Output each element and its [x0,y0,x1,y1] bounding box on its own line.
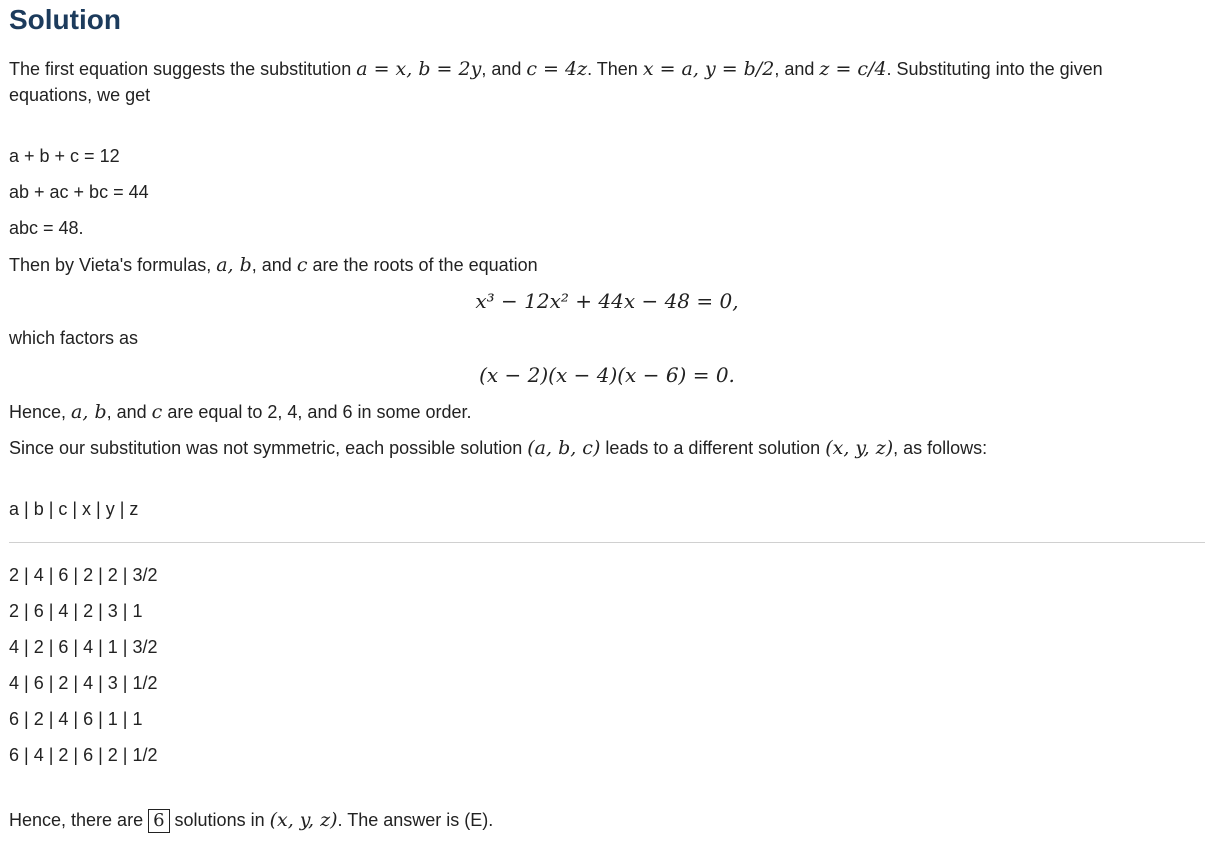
conclusion-line [9,809,493,833]
table-row: 4 | 6 | 2 | 4 | 3 | 1/2 [9,673,158,693]
hence-text-1: Hence, [9,402,72,422]
hence-math-2: c [151,401,163,423]
since-math-1: (a, b, c) [527,437,601,459]
since-text-3: , as follows: [893,438,988,458]
vieta-line [9,254,538,276]
equation-pairwise: ab + ac + bc = 44 [9,182,149,202]
conclusion-text-3: . The answer is (E). [337,810,494,830]
table-divider [9,542,1205,543]
intro-math-2: c = 4z [526,58,588,80]
since-text-2: leads to a different solution [600,438,826,458]
intro-text-5: . Substituting into the given [886,59,1103,79]
vieta-text-2: , and [251,255,297,275]
conclusion-text-2: solutions in [169,810,270,830]
intro-text-2: , and [481,59,527,79]
hence-text-3: are equal to 2, 4, and 6 in some order. [162,402,472,422]
factors-label: which factors as [9,328,139,348]
since-math-2: (x, y, z) [825,437,894,459]
equation-sum: a + b + c = 12 [9,146,120,166]
vieta-math-2: c [296,254,308,276]
table-row: 6 | 2 | 4 | 6 | 1 | 1 [9,709,143,729]
since-line [9,437,987,459]
since-text-1: Since our substitution was not symmetric, each possible solution [9,438,528,458]
intro-text-4: , and [774,59,820,79]
table-row: 2 | 6 | 4 | 2 | 3 | 1 [9,601,143,621]
conclusion-math-1: (x, y, z) [269,809,338,831]
conclusion-text-1: Hence, there are [9,810,149,830]
boxed-answer: 6 [148,809,169,833]
intro-math-1: a = x, b = 2y [356,58,482,80]
vieta-text-1: Then by Vieta's formulas, [9,255,217,275]
intro-text-3: . Then [587,59,643,79]
equation-product: abc = 48. [9,218,84,238]
table-row: 4 | 2 | 6 | 4 | 1 | 3/2 [9,637,158,657]
table-row: 6 | 4 | 2 | 6 | 2 | 1/2 [9,745,158,765]
intro-line-1 [9,58,1103,80]
table-row: 2 | 4 | 6 | 2 | 2 | 3/2 [9,565,158,585]
intro-math-4: z = c/4 [819,58,887,80]
hence-line [9,401,472,423]
hence-text-2: , and [106,402,152,422]
intro-math-3: x = a, y = b/2 [642,58,775,80]
intro-text-1: The first equation suggests the substitution [9,59,357,79]
intro-line-2: equations, we get [9,85,151,105]
solution-heading: Solution [9,4,121,35]
vieta-text-3: are the roots of the equation [307,255,538,275]
hence-math-1: a, b [71,401,107,423]
table-header: a | b | c | x | y | z [9,499,139,519]
factored-equation: (x − 2)(x − 4)(x − 6) = 0. [479,363,735,387]
cubic-equation: x³ − 12x² + 44x − 48 = 0, [475,289,739,313]
vieta-math-1: a, b [216,254,252,276]
